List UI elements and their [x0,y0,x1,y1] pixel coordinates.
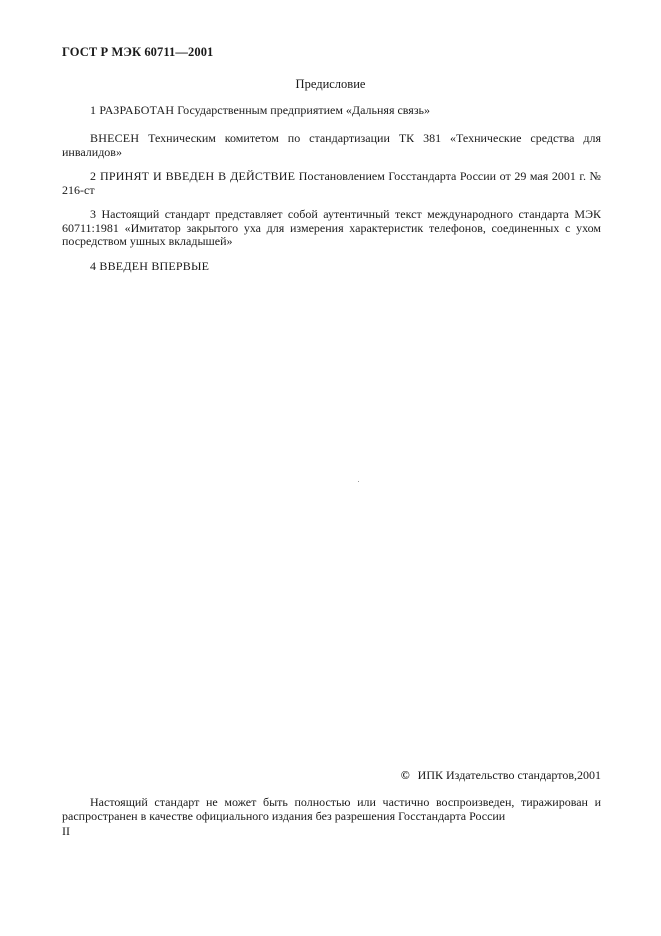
copyright-line [401,768,601,783]
item-lead: 2 ПРИНЯТ И ВВЕДЕН В ДЕЙСТВИЕ [90,169,296,183]
scan-speck [358,481,359,482]
preface-item-submitted [62,132,601,159]
preface-item-first-introduced [62,260,601,274]
preface-item-adopted [62,170,601,197]
copyright-icon: © [400,768,410,782]
preface-item-developed [62,104,601,118]
item-lead: ВНЕСЕН [90,131,140,145]
item-text: Государственным предприятием «Дальняя связь» [174,103,431,117]
item-text: 3 Настоящий стандарт представляет собой аутентичный текст международного стандарта МЭК 60711:1981 «Имитатор закрытого уха для измерения характеристик телефонов, соединенных с ухом посредством ушных вкладышей» [62,207,601,248]
preface-title: Предисловие [295,77,366,91]
item-lead: 4 ВВЕДЕН ВПЕРВЫЕ [90,259,210,273]
copyright-text: ИПК Издательство стандартов,2001 [417,768,601,782]
item-text: Постановлением Госстандарта России от 29 мая 2001 г. № 216-ст [62,169,602,197]
preface-item-authentic-text [62,208,601,249]
page-number: II [62,824,70,838]
item-lead: 1 РАЗРАБОТАН [90,103,175,117]
item-text: Техническим комитетом по стандартизации ТК 381 «Технические средства для инвалидов» [62,131,601,159]
standard-header: ГОСТ Р МЭК 60711—2001 [62,45,214,59]
reproduction-notice: Настоящий стандарт не может быть полностью или частично воспроизведен, тиражирован и распространен в качестве официального издания без разрешения Госстандарта России [62,795,601,823]
